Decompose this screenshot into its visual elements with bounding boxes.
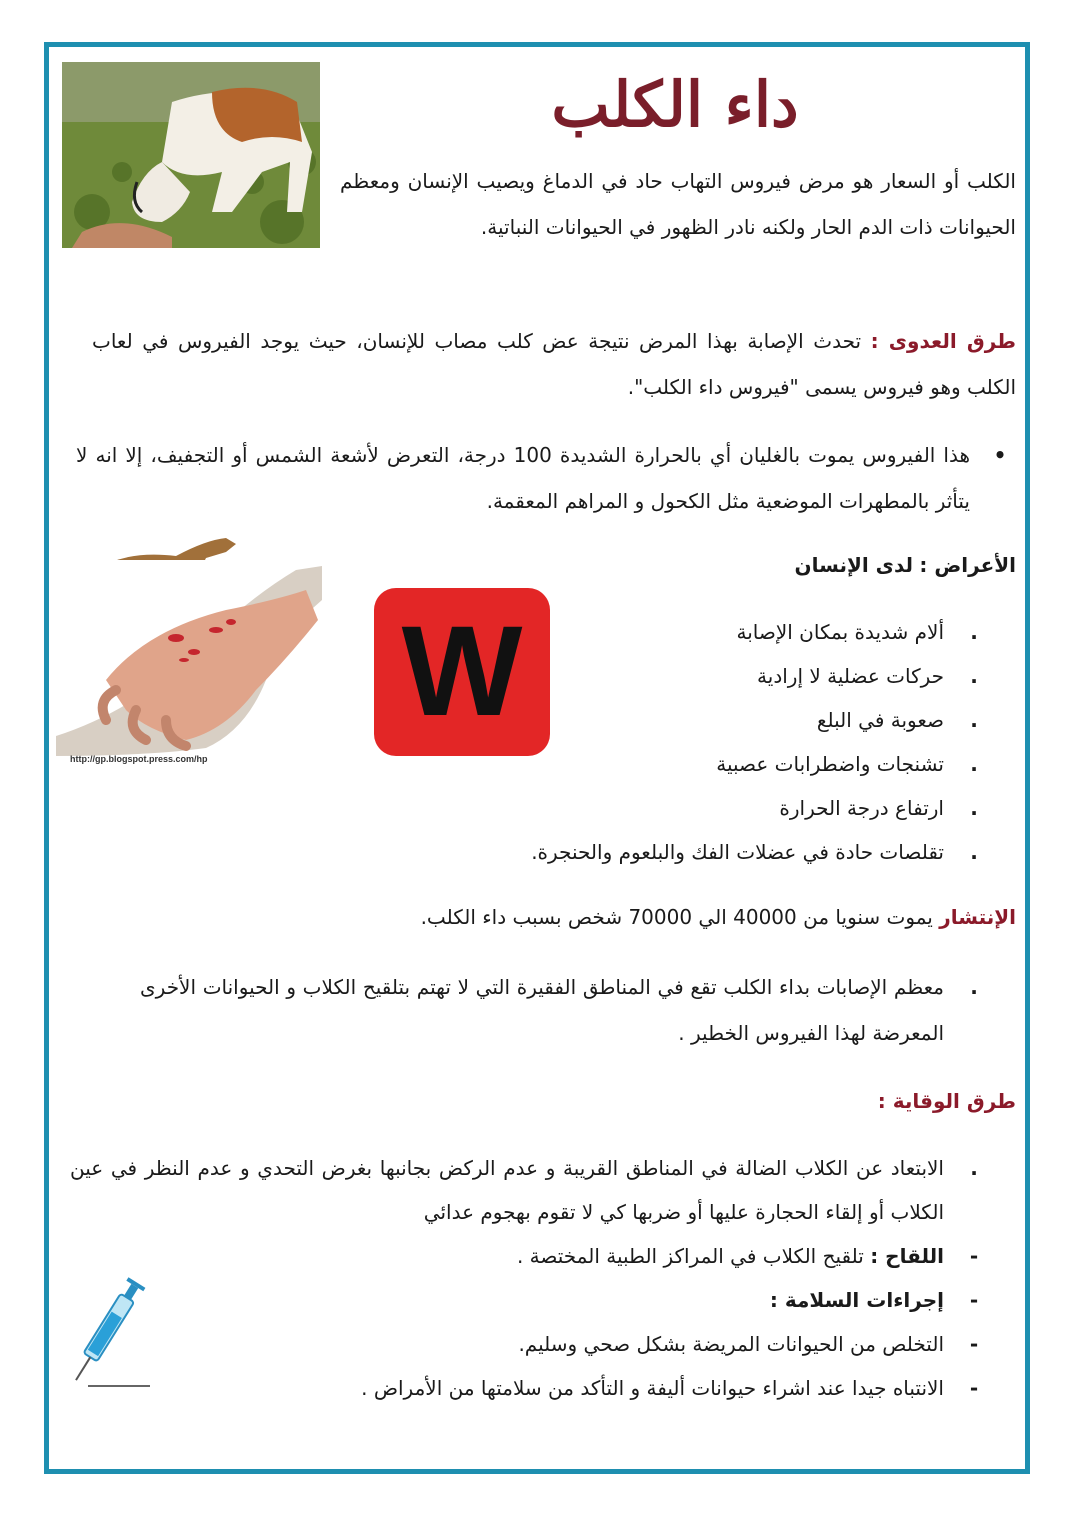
- symptoms-heading: الأعراض :: [919, 553, 1016, 577]
- bitten-hand-photo: [56, 560, 322, 756]
- bullet-marker: .: [970, 664, 978, 688]
- list-item: [400, 830, 990, 874]
- spread-heading: الإنتشار: [939, 905, 1016, 929]
- page-title: داء الكلب: [551, 68, 799, 141]
- transmission-list: [76, 432, 1016, 524]
- dash-marker: -: [969, 1376, 979, 1400]
- list-item: [400, 742, 990, 786]
- prevention-text: الانتباه جيدا عند اشراء حيوانات أليفة و التأكد من سلامتها من الأمراض .: [361, 1376, 944, 1400]
- symptom-text: صعوبة في البلع: [816, 708, 944, 732]
- spread-text: يموت سنويا من 40000 الي 70000 شخص بسبب داء الكلب.: [420, 905, 933, 929]
- bullet-marker: .: [970, 620, 978, 644]
- intro-paragraph: الكلب أو السعار هو مرض فيروس التهاب حاد في الدماغ ويصيب الإنسان ومعظم الحيوانات ذات الدم الحار ولكنه نادر الظهور في الحيوانات النباتية.: [340, 169, 1016, 239]
- list-item: [70, 1278, 990, 1322]
- transmission-heading: طرق العدوى :: [870, 329, 1016, 353]
- list-item: [400, 698, 990, 742]
- list-item: [400, 786, 990, 830]
- bullet-marker: .: [970, 708, 978, 732]
- transmission-bullet-text: هذا الفيروس يموت بالغليان أي بالحرارة الشديدة 100 درجة، التعرض لأشعة الشمس أو التجفيف، إلا انه لا يتأثر بالمطهرات الموضعية مثل الكحول و المراهم المعقمة.: [76, 443, 971, 513]
- list-item: [70, 1234, 990, 1278]
- prevention-heading: طرق الوقاية :: [877, 1089, 1016, 1113]
- bullet-marker: .: [970, 840, 978, 864]
- symptom-text: ألام شديدة بمكان الإصابة: [736, 620, 944, 644]
- symptoms-heading-line: [600, 542, 1016, 588]
- list-item: [400, 654, 990, 698]
- transmission-section: [92, 318, 1016, 410]
- list-item: [70, 1366, 990, 1410]
- bullet-marker: .: [970, 752, 978, 776]
- symptom-text: تشنجات واضطرابات عصبية: [716, 752, 944, 776]
- list-item: [140, 964, 990, 1056]
- bullet-marker: •: [993, 443, 1007, 467]
- list-item: [70, 1322, 990, 1366]
- bullet-marker: .: [970, 975, 978, 999]
- prevention-list: [70, 1146, 990, 1410]
- transmission-text: تحدث الإصابة بهذا المرض نتيجة عض كلب مصاب للإنسان، حيث يوجد الفيروس في لعاب الكلب وهو فيروس يسمى "فيروس داء الكلب".: [92, 329, 1016, 399]
- safety-label: إجراءات السلامة :: [769, 1288, 944, 1312]
- dash-marker: -: [969, 1244, 979, 1268]
- dog-photo: [62, 62, 320, 248]
- dash-marker: -: [969, 1332, 979, 1356]
- vaccine-label: اللقاح :: [870, 1244, 944, 1268]
- symptom-text: حركات عضلية لا إرادية: [757, 664, 944, 688]
- list-item: [70, 1146, 990, 1234]
- badge-letter: W: [401, 600, 523, 743]
- bullet-marker: .: [970, 796, 978, 820]
- prevention-text: التخلص من الحيوانات المريضة بشكل صحي وسليم.: [518, 1332, 944, 1356]
- symptoms-list: [400, 600, 990, 874]
- symptom-text: تقلصات حادة في عضلات الفك والبلعوم والحنجرة.: [531, 840, 944, 864]
- prevention-text: تلقيح الكلاب في المراكز الطبية المختصة .: [516, 1244, 864, 1268]
- spread-bullet-text: معظم الإصابات بداء الكلب تقع في المناطق الفقيرة التي لا تهتم بتلقيح الكلاب و الحيوانات الأخرى المعرضة لهذا الفيروس الخطير .: [140, 975, 944, 1045]
- prevention-heading-line: [700, 1078, 1016, 1124]
- spread-line: [200, 894, 1016, 940]
- prevention-text: الابتعاد عن الكلاب الضالة في المناطق القريبة و عدم الركض بجانبها بغرض التحدي و عدم النظر في عين الكلاب أو إلقاء الحجارة عليها أو ضربها كي لا تقوم بهجوم عدائي: [70, 1156, 944, 1224]
- bullet-marker: .: [970, 1156, 978, 1180]
- list-item: [400, 610, 990, 654]
- symptoms-subheading: لدى الإنسان: [794, 553, 914, 577]
- list-item: [76, 432, 1016, 524]
- dash-marker: -: [969, 1288, 979, 1312]
- symptom-text: ارتفاع درجة الحرارة: [779, 796, 944, 820]
- image-caption: http://gp.blogspot.press.com/hp: [70, 754, 208, 764]
- spread-list: [140, 964, 990, 1056]
